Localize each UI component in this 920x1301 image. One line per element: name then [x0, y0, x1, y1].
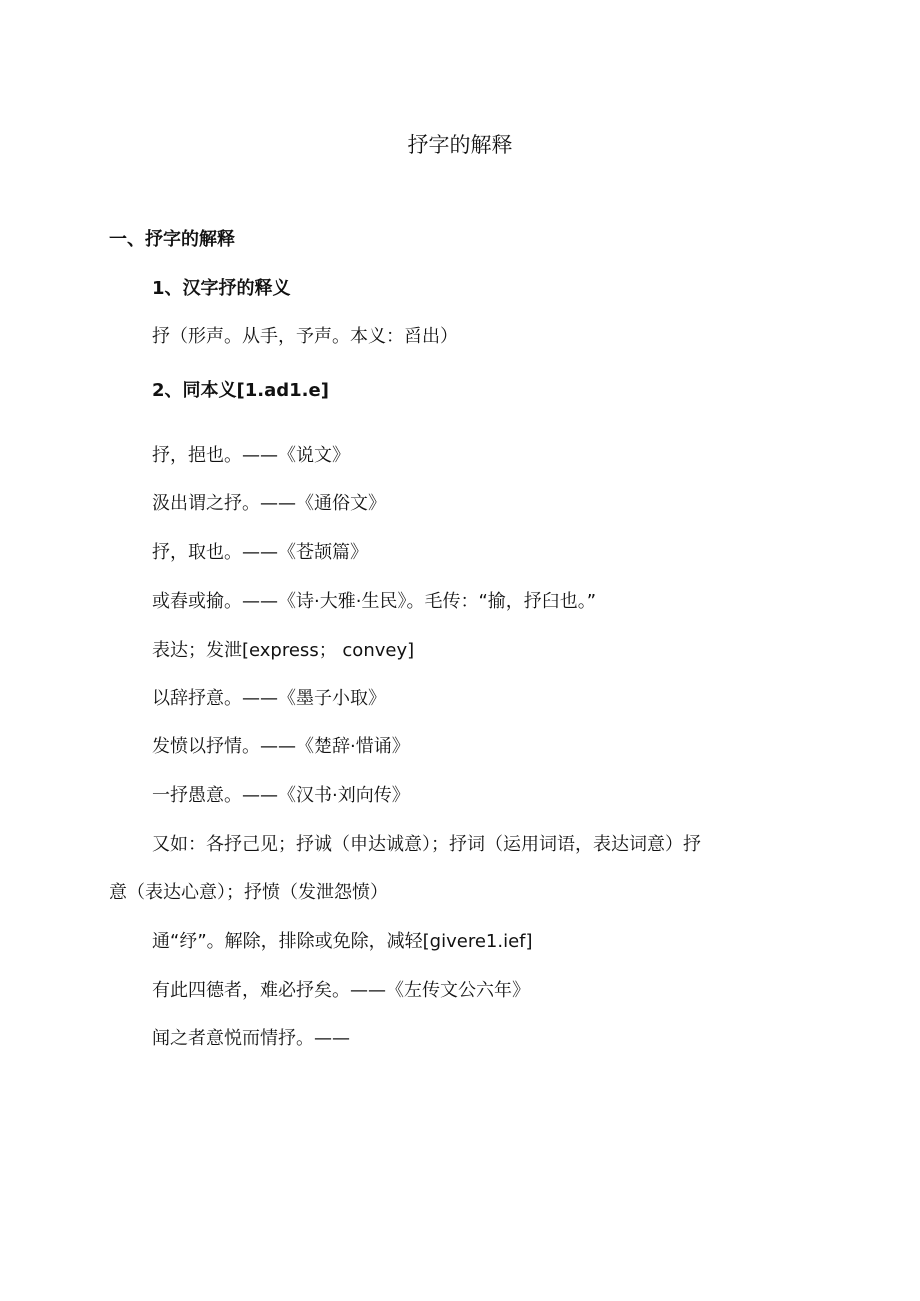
paragraph: 一抒愚意。——《汉书·刘向传》 [152, 785, 410, 806]
paragraph: 表达；发泄[express； convey] [152, 640, 415, 661]
paragraph: 又如：各抒己见；抒诚（申达诚意）；抒词（运用词语，表达词意）抒 [152, 834, 701, 855]
paragraph: 抒（形声。从手，予声。本义：舀出） [152, 326, 458, 347]
paragraph: 汲出谓之抒。——《通俗文》 [152, 493, 386, 514]
subheading-definition: 1、汉字抒的释义 [152, 278, 291, 299]
paragraph-continuation: 意（表达心意）；抒愤（发泄怨愤） [109, 882, 388, 903]
document-title: 抒字的解释 [407, 133, 513, 157]
subheading-original-meaning: 2、同本义[1.ad1.e] [152, 380, 329, 401]
paragraph: 抒，挹也。——《说文》 [152, 445, 350, 466]
paragraph: 或舂或揄。——《诗·大雅·生民》。毛传：“揄，抒臼也。” [152, 591, 597, 612]
section-heading: 一、抒字的解释 [109, 229, 235, 250]
paragraph: 抒，取也。——《苍颉篇》 [152, 542, 368, 563]
paragraph: 闻之者意悦而情抒。—— [152, 1028, 350, 1049]
paragraph: 发愤以抒情。——《楚辞·惜诵》 [152, 736, 410, 757]
paragraph: 以辞抒意。——《墨子小取》 [152, 688, 386, 709]
paragraph: 有此四德者，难必抒矣。——《左传文公六年》 [152, 980, 530, 1001]
paragraph: 通“纾”。解除，排除或免除，减轻[givere1.ief] [152, 931, 533, 952]
